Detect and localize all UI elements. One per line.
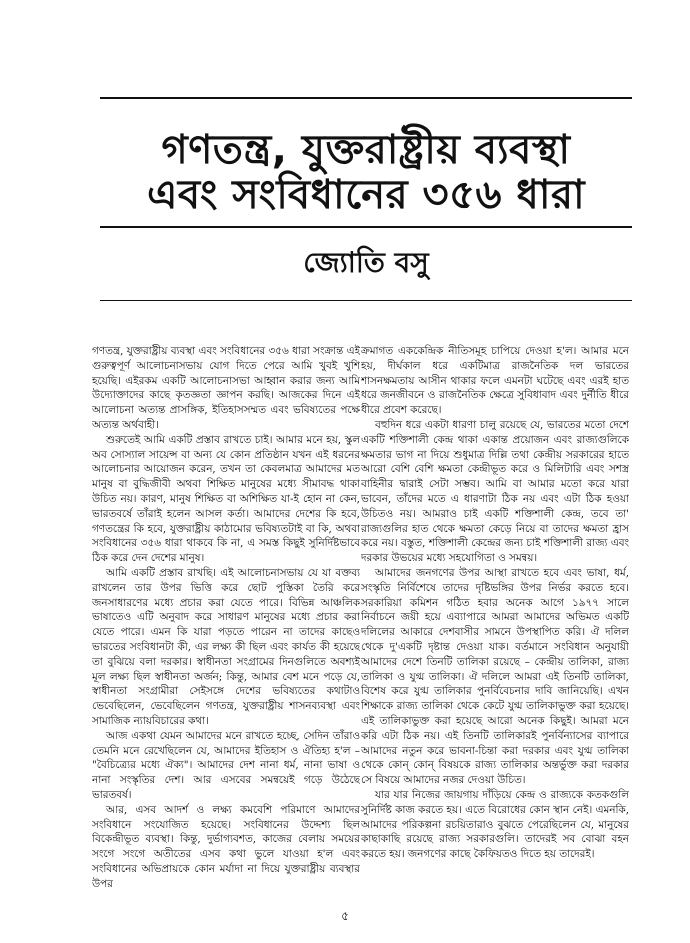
top-rule [100,97,632,99]
paragraph: আর, এসব আদর্শ ও লক্ষ্য কমবেশি পরিমাণে আমাদের সংবিধানে সংযোজিত হয়েছে। সংবিধানের উদ্দেশ্য ছিল বিকেন্দ্রীভূত ব্যবস্থা। কিন্তু, দুর্ভাগ্যবশত, কাজের বেলায় সময়ের সংগে সংগে অতীতের এসব কথা ভুলে যাওয়া হ'ল এবং সংবিধানের অভিপ্রায়কে কোন মর্যাদা না দিয়ে যুক্তরাষ্ট্রীয় ব্যবস্থার উপর [92,803,360,890]
left-text-column [92,344,360,899]
author-name: জ্যোতি বসু [303,246,429,279]
paragraph: বহুদিন ধরে একটা ধারণা চালু রয়েছে যে, ভারতের মতো দেশে একটি শক্তিশালী কেন্দ্র থাকা একান্ত প্রয়োজন এবং রাজ্যগুলিকে ক্ষমতার ভাগ না দিয়ে শুধুমাত্র দিল্লি তথা কেন্দ্রীয় সরকারের হাতে আরো বেশি বেশি ক্ষমতা কেন্দ্রীভূত করে ও মিলিটারি এবং সশস্ত্র বাহিনীর দ্বারাই সেটা সম্ভব। আমি বা আমার মতো করে যারা ভাবেন, তাঁদের মতে এ ধারণাটা ঠিক নয় এবং এটা ঠিক হওয়া উচিতও নয়। আমরাও চাই একটি শক্তিশালী কেন্দ্র, তবে তা' রাজ্যগুলির হাত থেকে ক্ষমতা কেড়ে নিয়ে বা তাদের ক্ষমতা হ্রাস করে নয়। বস্তুত, শক্তিশালী কেন্দ্রের জন্য চাই শক্তিশালী রাজ্য এবং দরকার উভয়ের মধ্যে সহযোগিতা ও সমন্বয়। [361,418,629,565]
paragraph: আমাদের জনগণের উপর আস্থা রাখতে হবে এবং ভাষা, ধর্ম, সংস্কৃতি নির্বিশেষে তাদের দৃষ্টিভঙ্গির উপর নির্ভর করতে হবে। সরকারিয়া কমিশন গঠিত হবার অনেক আগে ১৯৭৭ সালে নির্বাচনে জয়ী হয়ে এব্যাপারে আমরা আমাদের অভিমত একটি দলিলের আকারে দেশবাসীর সামনে উপস্থাপিত করি। ঐ দলিল থেকে দু'একটি দৃষ্টান্ত দেওয়া যাক। বর্তমানে সংবিধান অনুযায়ী আমাদের দেশে তিনটি তালিকা রয়েছে – কেন্দ্রীয় তালিকা, রাজ্য তালিকা ও যুগ্ম তালিকা। ঐ দলিলে আমরা এই তিনটি তালিকা, বিশেষ করে যুগ্ম তালিকার পুনর্বিবেচনার দাবি জানিয়েছি। এখন শিক্ষাকে রাজ্য তালিকা থেকে কেটে যুগ্ম তালিকাভুক্ত করা হয়েছে। এই তালিকাভুক্ত করা হয়েছে আরো অনেক কিছুই। আমরা মনে করি এটা ঠিক নয়। এই তিনটি তালিকারই পুনর্বিন্যাসের ব্যাপারে আমাদের নতুন করে ভাবনা-চিন্তা করা দরকার এবং যুগ্ম তালিকা থেকে কোন্ কোন্ বিষয়কে রাজ্য তালিকার অন্তর্ভুক্ত করা দরকার সে বিষয়ে আমাদের নজর দেওয়া উচিত। [361,566,629,787]
title-divider-rule [100,226,632,228]
paragraph: আজ একথা যেমন আমাদের মনে রাখতে হচ্ছে, সেদিন তাঁরাও তেমনি মনে রেখেছিলেন যে, আমাদের ইতিহাস ও ঐতিহ্য হ'ল – "বৈচিত্র্যের মধ্যে ঐক্য"। আমাদের দেশ নানা ধর্ম, নানা ভাষা ও নানা সংস্কৃতির দেশ। আর এসবের সমন্বয়েই গড়ে উঠেছে ভারতবর্ষ। [92,729,360,801]
author-divider-rule [100,300,632,301]
paragraph: গণতন্ত্র, যুক্তরাষ্ট্রীয় ব্যবস্থা এবং সংবিধানের ৩৫৬ ধারা সংক্রান্ত এই গুরুত্বপূর্ণ আলোচনাসভায় যোগ দিতে পেরে আমি খুবই খুশি হয়েছি। এইরকম একটি আলোচনাসভা আহ্বান করার জন্য আমি উদ্যোক্তাদের কাছে কৃতজ্ঞতা জ্ঞাপন করছি। আজকের দিনে এই আলোচনা অত্যন্ত প্রাসঙ্গিক, ইতিহাসসম্মত এবং ভবিষ্যতের পক্ষে অত্যন্ত অর্থবাহী। [92,345,360,431]
paragraph: ক্রমাগত এককেন্দ্রিক নীতিসমূহ চাপিয়ে দেওয়া হ'ল। আমার মনে হয়, দীর্ঘকাল ধরে একটিমাত্র রাজনৈতিক দল ভারতের শাসনক্ষমতায় আসীন থাকার ফলে এমনটা ঘটেছে এবং এরই হাত ধরে জনজীবনে ও রাজনৈতিক ক্ষেত্রে সুবিধাবাদ এবং দুর্নীতি ধীরে ধীরে প্রবেশ করেছে। [361,345,629,417]
article-title-line-1: গণতন্ত্র, যুক্তরাষ্ট্রীয় ব্যবস্থা [161,127,571,173]
paragraph: আমি একটি প্রস্তাব রাখছি। এই আলোচনাসভায় যে যা বক্তব্য রাখলেন তার উপর ভিত্তি করে ছোট পুস্তিকা তৈরি করে জনসাধারণের মধ্যে প্রচার করা যেতে পারে। বিভিন্ন আঞ্চলিক ভাষাতেও এটি অনুবাদ করে সাধারণ মানুষের মধ্যে প্রচার করা যেতে পারে। এমন কি যারা পড়তে পারেন না তাদের কাছেও ভারতের সংবিধানটা কী, এর লক্ষ্য কী ছিল এবং কার্যত কী হয়েছে তা বুঝিয়ে বলা দরকার। স্বাধীনতা সংগ্রামের দিনগুলিতে অবশ্যই মূল লক্ষ্য ছিল স্বাধীনতা অর্জন; কিন্তু, আমার বেশ মনে পড়ে যে, স্বাধীনতা সংগ্রামীরা সেইসঙ্গে দেশের ভবিষ্যতের কথাটাও ভেবেছিলেন, ভেবেছিলেন গণতন্ত্র, যুক্তরাষ্ট্রীয় শাসনব্যবস্থা এবং সামাজিক ন্যায়বিচারের কথা। [92,566,360,727]
paragraph: যার যার নিজের জায়গায় দাঁড়িয়ে কেন্দ্র ও রাজ্যকে কতকগুলি সুনির্দিষ্ট কাজ করতে হয়। এতে বিরোধের কোন স্থান নেই। এমনকি, আমাদের পরিকল্পনা রচয়িতারাও বুঝতে পেরেছিলেন যে, মানুষের কাছাকাছি রয়েছে রাজ্য সরকারগুলি। তাদেরই সব বোঝা বহন করতে হয়। জনগণের কাছে কৈফিয়তও দিতে হয় তাদেরই। [361,788,629,861]
page-number: ৫ [341,909,349,923]
right-text-column [361,344,629,899]
paragraph: শুরুতেই আমি একটি প্রস্তাব রাখতে চাই। আমার মনে হয়, স্কুল অব সোস্যাল সায়েন্স বা অন্য যে কোন প্রতিষ্ঠান যখন এই ধরনের আলোচনার আয়োজন করেন, তখন তা কেবলমাত্র আমাদের মত মানুষ বা বুদ্ধিজীবী অথবা শিক্ষিত মানুষের মধ্যে সীমাবদ্ধ থাকা উচিত নয়। কারণ, মানুষ শিক্ষিত বা অশিক্ষিত যা-ই হোন না কেন, ভারতবর্ষে তাঁরাই হলেন আসল কর্তা। আমাদের দেশের কি হবে, গণতন্ত্রের কি হবে, যুক্তরাষ্ট্রীয় কাঠামোর ভবিষ্যতটাই বা কি, অথবা সংবিধানের ৩৫৬ ধারা থাকবে কি না, এ সমস্ত কিছুই সুনির্দিষ্টভাবে ঠিক করে দেন দেশের মানুষ। [92,433,360,565]
article-title-line-2: এবং সংবিধানের ৩৫৬ ধারা [146,172,586,218]
